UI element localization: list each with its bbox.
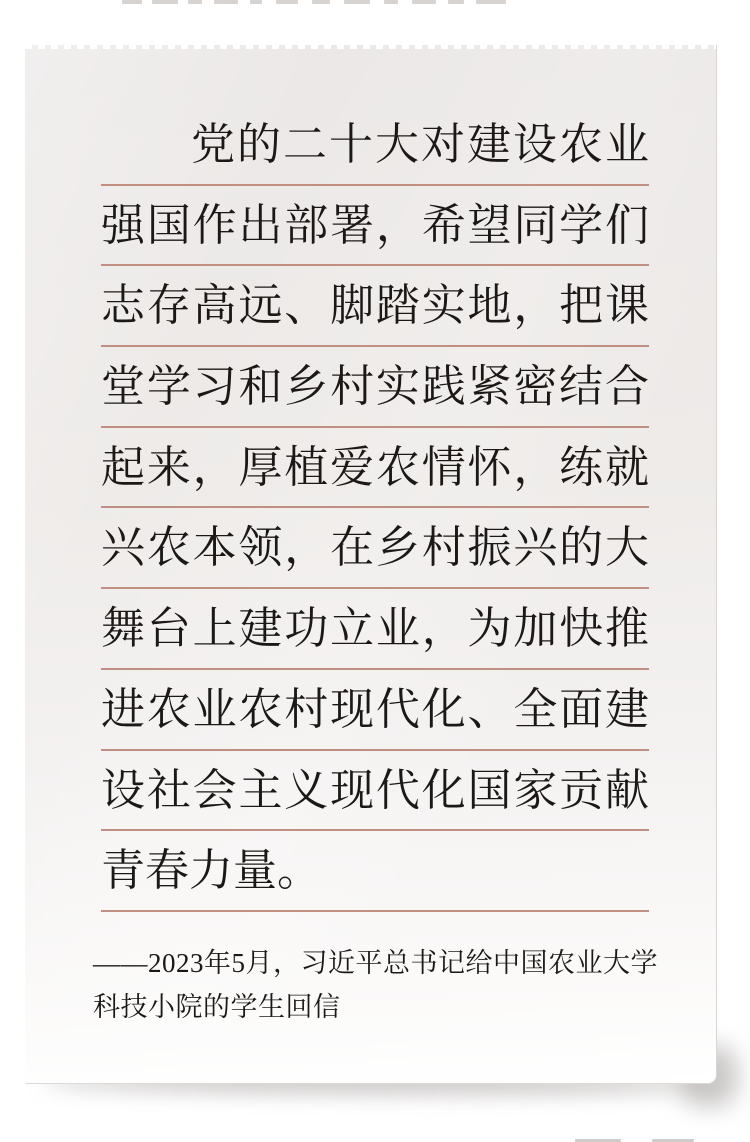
quote-body: [101, 105, 649, 912]
quote-line: 志存高远、脚踏实地，把课: [101, 266, 649, 347]
quote-line: 青春力量。: [101, 831, 649, 912]
top-edge-artifact: [412, 0, 436, 4]
top-edge-artifact: [122, 0, 142, 4]
top-edge-artifact: [384, 0, 398, 4]
paper-deckle-edge: [25, 44, 716, 49]
top-edge-artifact: [344, 0, 370, 4]
top-edge-artifact: [214, 0, 238, 4]
quote-line: 设社会主义现代化国家贡献: [101, 751, 649, 832]
attribution-line: ——2023年5月，习近平总书记给中国农业大学: [93, 948, 658, 978]
quote-line: 进农业农村现代化、全面建: [101, 670, 649, 751]
top-edge-artifact: [476, 0, 506, 4]
quote-line: 强国作出部署，希望同学们: [101, 186, 649, 267]
attribution: [93, 941, 659, 1029]
top-edge-artifact: [276, 0, 298, 4]
attribution-line: 科技小院的学生回信: [93, 992, 341, 1022]
quote-line: 堂学习和乡村实践紧密结合: [101, 347, 649, 428]
quote-line: 兴农本领，在乡村振兴的大: [101, 508, 649, 589]
top-edge-artifact: [188, 0, 202, 4]
quote-line: 党的二十大对建设农业: [101, 105, 649, 186]
quote-line: 起来，厚植爱农情怀，练就: [101, 428, 649, 509]
paper-sheet: [25, 45, 717, 1084]
quote-line: 舞台上建功立业，为加快推: [101, 589, 649, 670]
top-edge-artifact: [250, 0, 262, 4]
top-edge-artifact: [448, 0, 464, 4]
top-edge-artifact: [312, 0, 330, 4]
top-edge-artifact: [152, 0, 178, 4]
